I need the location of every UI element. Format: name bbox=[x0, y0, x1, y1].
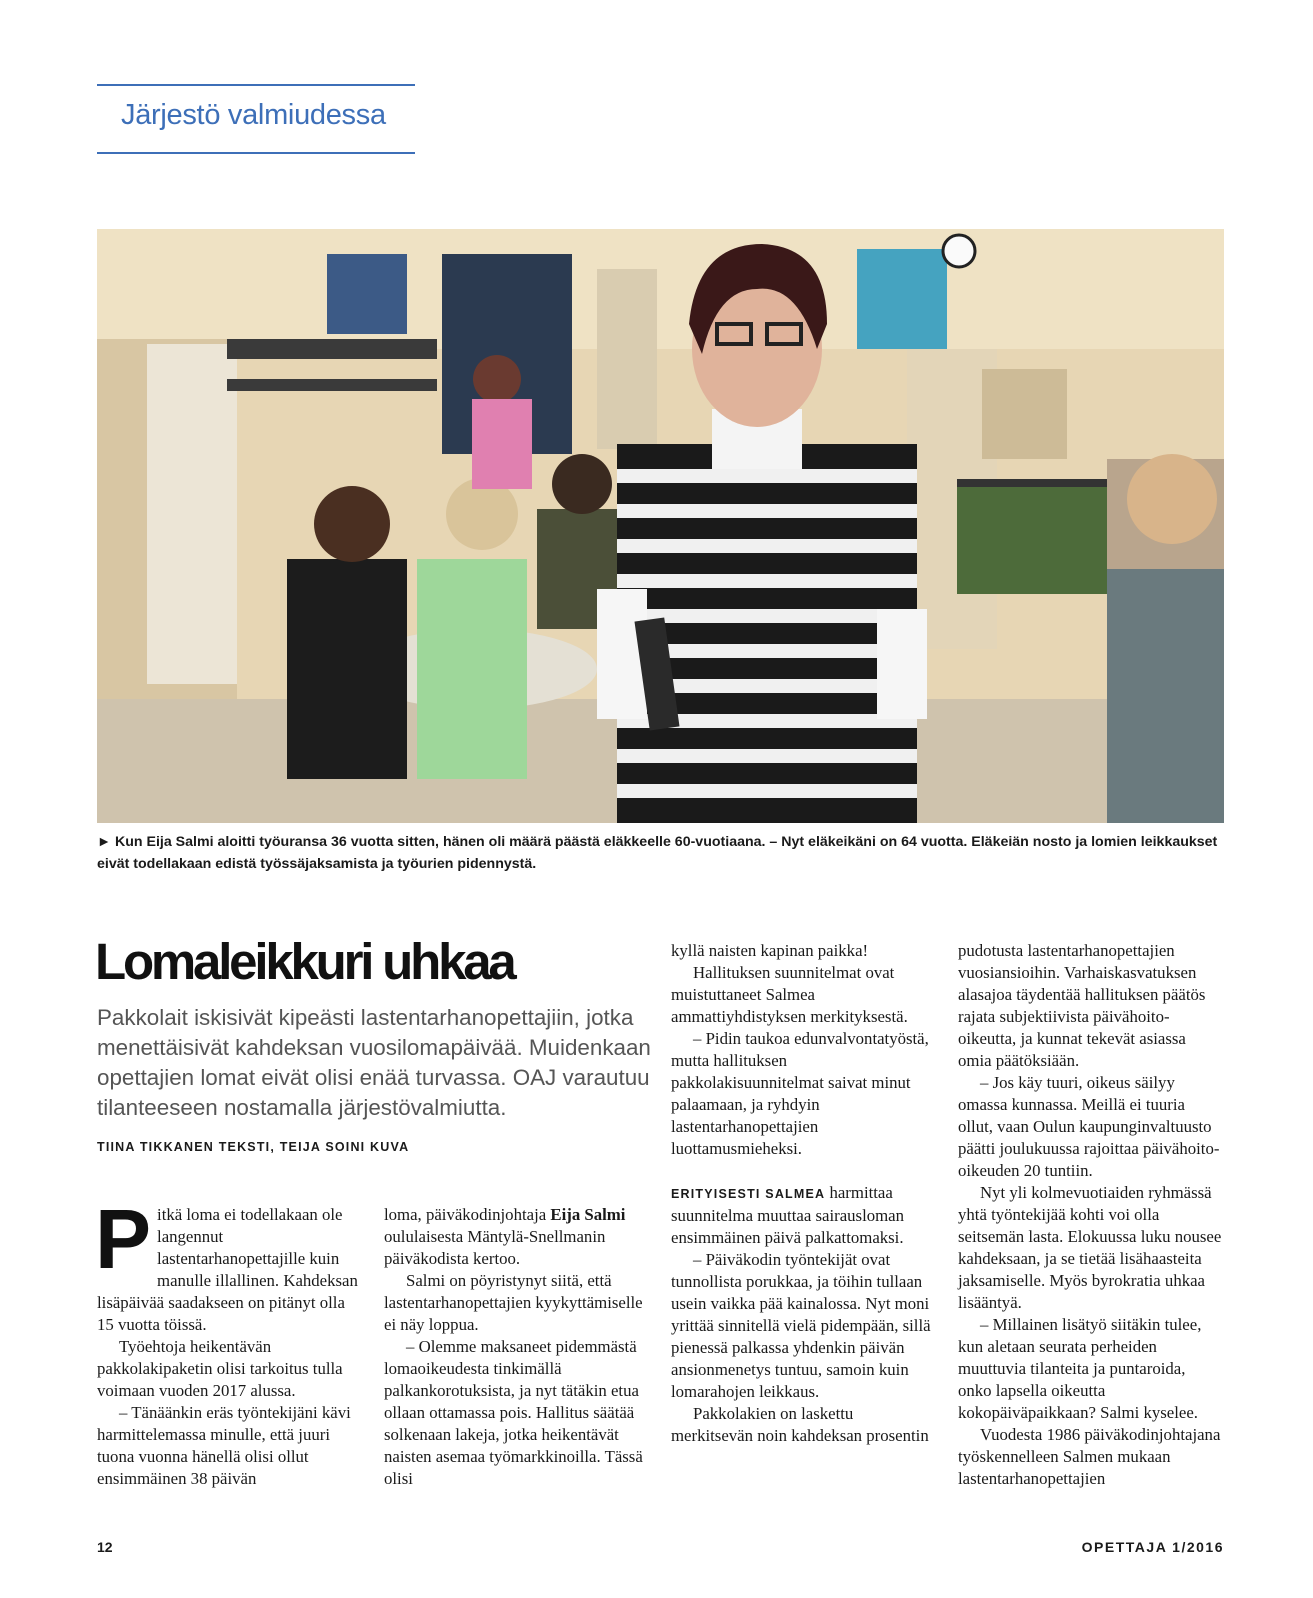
paragraph: – Jos käy tuuri, oikeus säilyy omassa kunnassa. Meillä ei tuuria ollut, vaan Oulun kaupunginvaltuusto päätti joulukuussa rajoittaa päivähoito-oikeuden 20 tuntiin. bbox=[958, 1073, 1220, 1180]
paragraph: – Pidin taukoa edunvalvontatyöstä, mutta hallituksen pakkolakisuunnitelmat saivat minut palaamaan, ja ryhdyin lastentarhanopettajien luottamusmieheksi. bbox=[671, 1029, 929, 1158]
body-column-4 bbox=[958, 940, 1223, 1490]
paragraph: Hallituksen suunnitelmat ovat muistuttaneet Salmea ammattiyhdistyksen merkityksestä. bbox=[671, 963, 908, 1026]
magazine-issue: OPETTAJA 1/2016 bbox=[1081, 1539, 1224, 1555]
page-number: 12 bbox=[97, 1539, 113, 1555]
paragraph: – Päiväkodin työntekijät ovat tunnollista porukkaa, ja töihin tullaan usein vaikka pää kainalossa. Nyt moni yrittää sinnitellä vielä pidempään, sillä pienessä palkassa yhdenkin päivän ansionmenetys tuntuu, samoin kuin lomarahojen leikkaus. bbox=[671, 1250, 931, 1401]
section-title: Järjestö valmiudessa bbox=[121, 99, 386, 131]
paragraph-text: loma, päiväkodinjohtaja bbox=[384, 1205, 551, 1224]
paragraph-text: oululaisesta Mäntylä-Snellmanin päiväkodista kertoo. bbox=[384, 1227, 606, 1268]
drop-cap: P bbox=[95, 1192, 152, 1286]
paragraph bbox=[671, 1182, 936, 1249]
lead-in: ERITYISESTI SALMEA bbox=[671, 1187, 826, 1201]
section-tag bbox=[97, 84, 415, 154]
paragraph: – Tänäänkin eräs työntekijäni kävi harmittelemassa minulle, että juuri tuona vuonna hänellä olisi ollut ensimmäinen 38 päivän bbox=[97, 1403, 351, 1488]
paragraph: Pakkolakien on laskettu merkitsevän noin kahdeksan prosentin bbox=[671, 1404, 929, 1445]
person-name: Eija Salmi bbox=[550, 1205, 626, 1224]
paragraph bbox=[384, 1204, 649, 1270]
body-column-1 bbox=[95, 1192, 362, 1490]
body-column-2 bbox=[384, 1204, 649, 1490]
article-headline: Lomaleikkuri uhkaa bbox=[95, 933, 514, 990]
body-column-3 bbox=[671, 940, 936, 1447]
paragraph: Nyt yli kolmevuotiaiden ryhmässä yhtä työntekijää kohti voi olla seitsemän lasta. Elokuussa luku nousee kahdeksaan, ja se tietää lisähaasteita jaksamiselle. Myös byrokratia uhkaa lisääntyä. bbox=[958, 1183, 1222, 1312]
paragraph: Vuodesta 1986 päiväkodinjohtajana työskennelleen Salmen mukaan lastentarhanopettajien bbox=[958, 1425, 1221, 1488]
paragraph: – Millainen lisätyö siitäkin tulee, kun aletaan seurata perheiden muuttuvia tilanteita ja puntaroida, onko lapsella oikeutta kokopäiväpaikkaan? Salmi kyselee. bbox=[958, 1315, 1202, 1422]
article-photo bbox=[97, 229, 1224, 823]
paragraph bbox=[95, 1192, 362, 1336]
paragraph: – Olemme maksaneet pidemmästä lomaoikeudesta tinkimällä palkankorotuksista, ja nyt tätäkin etua ollaan ottamassa pois. Hallitus säätää solkenaan lakeja, jotka heikentävät naisten asemaa työmarkkinoilla. Tässä olisi bbox=[384, 1337, 643, 1488]
paragraph: kyllä naisten kapinan paikka! bbox=[671, 941, 869, 960]
photo-caption: ► Kun Eija Salmi aloitti työuransa 36 vuotta sitten, hänen oli määrä päästä eläkkeelle 60-vuotiaana. – Nyt eläkeikäni on 64 vuotta. Eläkeiän nosto ja lomien leikkaukset eivät todellakaan edistä työssäjaksamista ja työurien pidennystä. bbox=[97, 834, 1218, 872]
paragraph-text: itkä loma ei todellakaan ole langennut lastentarhanopettajille kuin manulle illallinen. Kahdeksan lisäpäivää saadakseen on pitänyt olla 15 vuotta töissä. bbox=[97, 1205, 358, 1334]
paragraph-text: harmittaa suunnitelma muuttaa sairausloman ensimmäinen päivä palkattomaksi. bbox=[671, 1183, 905, 1247]
paragraph: Salmi on pöyristynyt siitä, että lastentarhanopettajien kyykyttämiselle ei näy loppua. bbox=[384, 1271, 643, 1334]
article-credit: TIINA TIKKANEN TEKSTI, TEIJA SOINI KUVA bbox=[97, 1140, 410, 1154]
paragraph: Työehtoja heikentävän pakkolakipaketin olisi tarkoitus tulla voimaan vuoden 2017 alussa. bbox=[97, 1337, 343, 1400]
paragraph: pudotusta lastentarhanopettajien vuosiansioihin. Varhaiskasvatuksen alasajoa täydentää hallituksen päätös rajata subjektiivista päivähoito-oikeutta, ja kunnat tekevät asiassa omia päätöksiään. bbox=[958, 941, 1206, 1070]
article-lead: Pakkolait iskisivät kipeästi lastentarhanopettajiin, jotka menettäisivät kahdeksan vuosilomapäivää. Muidenkaan opettajien lomat eivät olisi enää turvassa. OAJ varautuu tilanteeseen nostamalla järjestövalmiutta. bbox=[97, 1005, 651, 1120]
